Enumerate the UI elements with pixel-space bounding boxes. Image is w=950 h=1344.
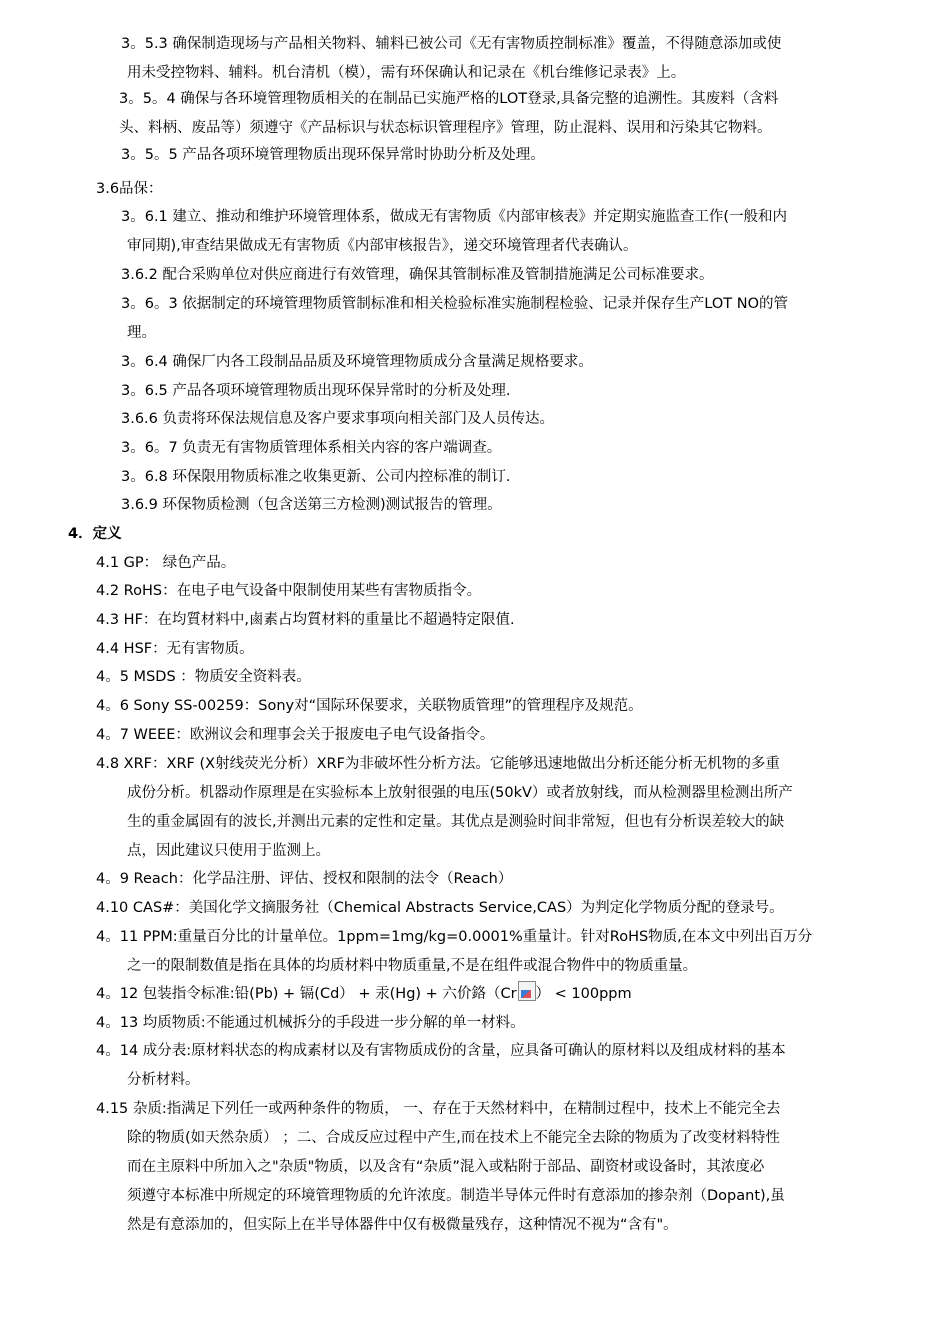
text-line: 3。6。7 负责无有害物质管理体系相关内容的客户端调查。 (121, 440, 502, 456)
clause-3-6-3 (121, 290, 788, 348)
definition-4-12 (96, 980, 632, 1009)
text-line: 4。5 MSDS ：物质安全资料表。 (96, 669, 311, 685)
text-line: 4。9 Reach：化学品注册、评估、授权和限制的法令（Reach） (96, 871, 513, 887)
text-line: 3.6.2 配合采购单位对供应商进行有效管理，确保其管制标准及管制措施满足公司标准要求。 (121, 267, 714, 283)
text-line: 理。 (127, 325, 156, 341)
text-line: 用未受控物料、辅料。机台清机（模），需有环保确认和记录在《机台维修记录表》上。 (127, 65, 686, 81)
text-line: 3。5.3 确保制造现场与产品相关物料、辅料已被公司《无有害物质控制标准》覆盖，不得随意添加或使 (121, 36, 782, 52)
broken-image-icon (518, 981, 536, 1001)
definition-4-8 (96, 750, 793, 866)
text-line: 点，因此建议只使用于监测上。 (127, 843, 330, 859)
text-line: 3。5。4 确保与各环境管理物质相关的在制品已实施严格的LOT登录,具备完整的追溯性。其废料（含料 (119, 91, 779, 107)
text-line: 3。6.1 建立、推动和维护环境管理体系，做成无有害物质《内部审核表》并定期实施监查工作(一般和内 (121, 209, 788, 225)
definition-4-2 (96, 577, 481, 606)
text-line: 分析材料。 (127, 1072, 200, 1088)
text-segment: ） < 100ppm (535, 986, 632, 1002)
clause-3-6-4 (121, 348, 593, 377)
clause-3-6-5 (121, 377, 511, 406)
text-line: 4。14 成分表:原材料状态的构成素材以及有害物质成份的含量，应具备可确认的原材料以及组成材料的基本 (96, 1043, 786, 1059)
text-line: 4.8 XRF：XRF (X射线荧光分析）XRF为非破坏性分析方法。它能够迅速地做出分析还能分析无机物的多重 (96, 756, 780, 772)
text-line: 4。11 PPM:重量百分比的计量单位。1ppm=1mg/kg=0.0001%重量计。针对RoHS物质,在本文中列出百万分 (96, 929, 813, 945)
clause-3-5-5 (121, 141, 545, 170)
text-line: 3.6品保： (96, 181, 163, 197)
definition-4-15 (96, 1095, 785, 1240)
text-line: 4.3 HF：在均質材料中,鹵素占均質材料的重量比不超過特定限值. (96, 612, 515, 628)
clause-3-6-1 (121, 203, 787, 261)
text-line: 4．定义 (68, 526, 122, 542)
definition-4-5 (96, 663, 311, 692)
definition-4-9 (96, 865, 512, 894)
text-line: 4.15 杂质:指满足下列任一或两种条件的物质， 一、存在于天然材料中，在精制过程中，技术上不能完全去 (96, 1101, 781, 1117)
definition-4-4 (96, 635, 254, 664)
definition-4-1 (96, 549, 235, 578)
clause-3-5-4 (119, 85, 778, 143)
definition-4-13 (96, 1009, 525, 1038)
clause-3-6-6 (121, 405, 554, 434)
definition-4-6 (96, 692, 643, 721)
text-line: 4.10 CAS#：美国化学文摘服务社（Chemical Abstracts Service,CAS）为判定化学物质分配的登录号。 (96, 900, 784, 916)
text-line: 3。6。3 依据制定的环境管理物质管制标准和相关检验标准实施制程检验、记录并保存生产LOT NO的管 (121, 296, 788, 312)
clause-3-5-3 (121, 30, 781, 88)
text-line: 4。13 均质物质:不能通过机械拆分的手段进一步分解的单一材料。 (96, 1015, 525, 1031)
definition-4-3 (96, 606, 515, 635)
text-line: 3。6.5 产品各项环境管理物质出现环保异常时的分析及处理. (121, 383, 511, 399)
text-line: 然是有意添加的，但实际上在半导体器件中仅有极微量残存，这种情况不视为“含有"。 (127, 1217, 678, 1233)
text-line (96, 980, 632, 1009)
clause-3-6-9 (121, 491, 502, 520)
text-line: 4.2 RoHS：在电子电气设备中限制使用某些有害物质指令。 (96, 583, 482, 599)
text-segment: 4。12 包装指令标准:铅(Pb) + 镉(Cd） + 汞(Hg) + 六价鉻（Cr (96, 986, 517, 1002)
text-line: 审同期),审查结果做成无有害物质《内部审核报告》，递交环境管理者代表确认。 (127, 238, 638, 254)
text-line: 4.4 HSF：无有害物质。 (96, 641, 254, 657)
clause-3-6-2 (121, 261, 714, 290)
text-line: 3。6.8 环保限用物质标准之收集更新、公司内控标准的制订. (121, 469, 511, 485)
clause-3-6-7 (121, 434, 501, 463)
text-line: 头、料柄、废品等）须遵守《产品标识与状态标识管理程序》管理，防止混料、误用和污染其它物料。 (119, 120, 772, 136)
text-line: 3.6.9 环保物质检测（包含送第三方检测)测试报告的管理。 (121, 497, 502, 513)
text-line: 成份分析。机器动作原理是在实验标本上放射很强的电压(50kV）或者放射线，而从检测器里检测出所产 (127, 785, 793, 801)
text-line: 须遵守本标准中所规定的环境管理物质的允许浓度。制造半导体元件时有意添加的掺杂剂（Dopant),虽 (127, 1188, 785, 1204)
definition-4-11 (96, 923, 812, 981)
definition-4-7 (96, 721, 494, 750)
section-3-6-heading (96, 175, 163, 204)
definition-4-14 (96, 1037, 786, 1095)
text-line: 3。5。5 产品各项环境管理物质出现环保异常时协助分析及处理。 (121, 147, 545, 163)
text-line: 之一的限制数值是指在具体的均质材料中物质重量,不是在组件或混合物件中的物质重量。 (127, 958, 698, 974)
text-line: 4。7 WEEE：欧洲议会和理事会关于报废电子电气设备指令。 (96, 727, 495, 743)
text-line: 生的重金属固有的波长,并测出元素的定性和定量。其优点是测验时间非常短，但也有分析误差较大的缺 (127, 814, 785, 830)
text-line: 4。6 Sony SS-00259：Sony对“国际环保要求，关联物质管理”的管理程序及规范。 (96, 698, 643, 714)
clause-3-6-8 (121, 463, 511, 492)
text-line: 3。6.4 确保厂内各工段制品品质及环境管理物质成分含量满足规格要求。 (121, 354, 593, 370)
text-line: 除的物质(如天然杂质） ；二、合成反应过程中产生,而在技术上不能完全去除的物质为了改变材料特性 (127, 1130, 780, 1146)
definition-4-10 (96, 894, 784, 923)
text-line: 而在主原料中所加入之"杂质"物质，以及含有“杂质”混入或粘附于部品、副资材或设备时，其浓度必 (127, 1159, 765, 1175)
section-4-heading (68, 520, 122, 549)
text-line: 3.6.6 负责将环保法规信息及客户要求事项向相关部门及人员传达。 (121, 411, 555, 427)
text-line: 4.1 GP： 绿色产品。 (96, 555, 236, 571)
